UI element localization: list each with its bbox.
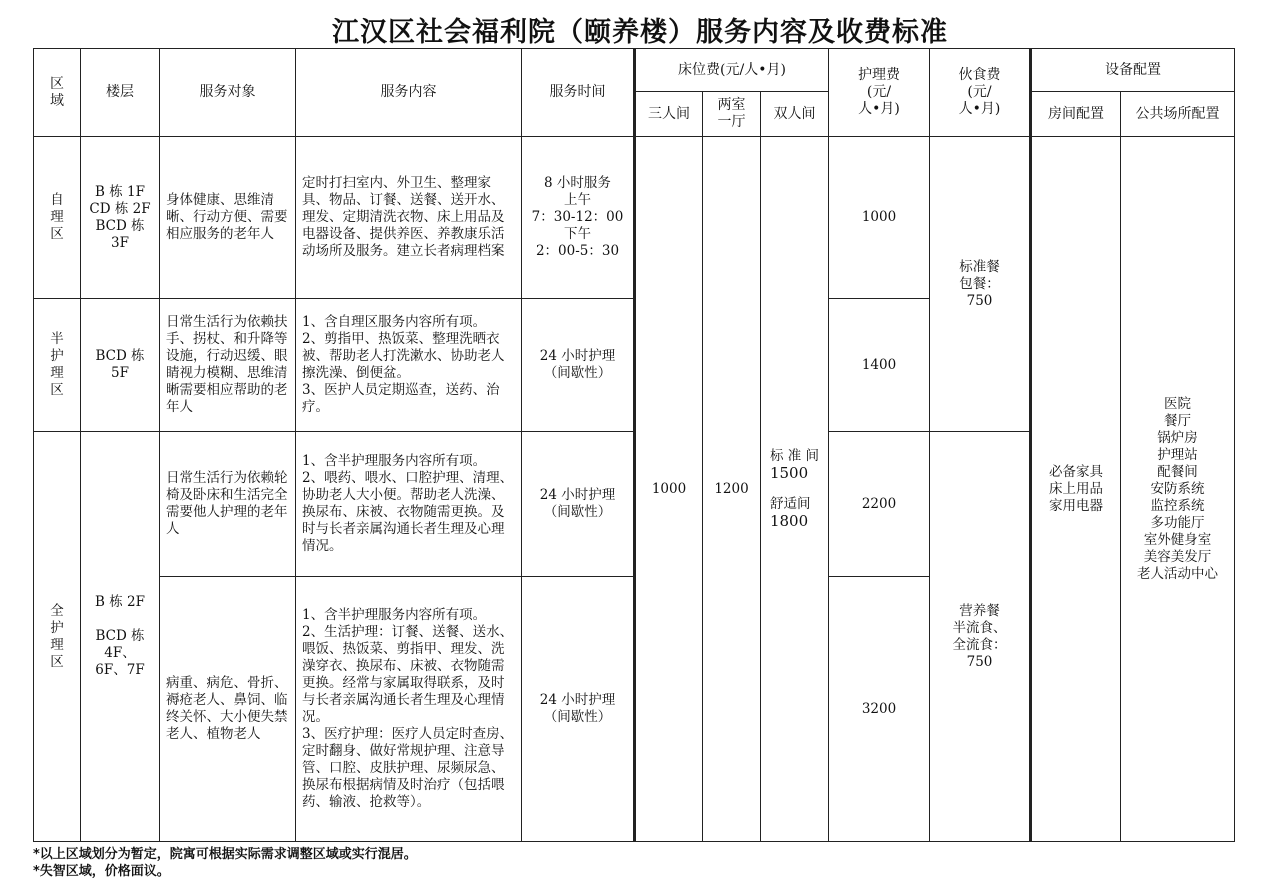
header-bed-two-room: 两室 一厅 <box>703 92 761 137</box>
bed-double-comfort-value: 1800 <box>769 511 809 530</box>
nursing-fee-full-care-b: 3200 <box>829 577 930 842</box>
header-meal-fee: 伙食费 (元/ 人•月) <box>930 49 1031 137</box>
floor-semi-care: BCD 栋 5F <box>81 299 160 432</box>
footnote-1: *以上区域划分为暂定，院寓可根据实际需求调整区域或实行混居。 <box>33 847 417 862</box>
target-full-care-a: 日常生活行为依赖轮椅及卧床和生活完全需要他人护理的老年人 <box>160 432 296 577</box>
header-area: 区 域 <box>34 49 81 137</box>
bed-double-std-label: 标 准 间 <box>769 447 820 464</box>
time-full-care-a: 24 小时护理 （间歇性） <box>522 432 635 577</box>
public-config-list: 医院 餐厅 锅炉房 护理站 配餐间 安防系统 监控系统 多功能厅 室外健身室 美容美发厅 老人活动中心 <box>1121 137 1235 842</box>
meal-fee-standard: 标准餐 包餐： 750 <box>930 137 1031 432</box>
header-floor: 楼层 <box>81 49 160 137</box>
page-title: 江汉区社会福利院（颐养楼）服务内容及收费标准 <box>332 17 948 48</box>
area-self-care: 自 理 区 <box>34 137 81 299</box>
header-public-config: 公共场所配置 <box>1121 92 1235 137</box>
nursing-fee-semi-care: 1400 <box>829 299 930 432</box>
header-bed-fee: 床位费(元/人•月) <box>635 49 829 92</box>
header-content: 服务内容 <box>296 49 522 137</box>
floor-self-care: B 栋 1F CD 栋 2F BCD 栋 3F <box>81 137 160 299</box>
bed-double-comfort-label: 舒适间 <box>769 495 811 512</box>
header-bed-double: 双人间 <box>761 92 829 137</box>
target-self-care: 身体健康、思维清晰、行动方便、需要相应服务的老年人 <box>160 137 296 299</box>
content-semi-care: 1、含自理区服务内容所有项。 2、剪指甲、热饭菜、整理洗晒衣被、帮助老人打洗漱水、协助老人擦洗澡、倒便盆。 3、医护人员定期巡查，送药、治疗。 <box>296 299 522 432</box>
meal-fee-special: 营养餐 半流食、 全流食： 750 <box>930 432 1031 842</box>
target-full-care-b: 病重、病危、骨折、褥疮老人、鼻饲、临终关怀、大小便失禁老人、植物老人 <box>160 577 296 842</box>
content-self-care: 定时打扫室内、外卫生、整理家具、物品、订餐、送餐、送开水、理发、定期清洗衣物、床上用品及电器设备、提供养医、养教康乐活动场所及服务。建立长者病理档案 <box>296 137 522 299</box>
footnotes <box>33 846 417 880</box>
header-bed-triple: 三人间 <box>635 92 703 137</box>
content-full-care-b: 1、含半护理服务内容所有项。 2、生活护理：订餐、送餐、送水、喂饭、热饭菜、剪指甲、理发、洗澡穿衣、换尿布、床被、衣物随需更换。经常与家属取得联系，及时与长者亲属沟通长者生理及心理情况。 3、医疗护理：医疗人员定时查房、定时翻身、做好常规护理、注意导管、口腔、皮肤护理、尿频尿急、换尿布根据病情及时治疗（包括喂药、输液、抢救等）。 <box>296 577 522 842</box>
header-nursing-fee: 护理费 (元/ 人•月) <box>829 49 930 137</box>
room-config-list: 必备家具 床上用品 家用电器 <box>1031 137 1121 842</box>
time-semi-care: 24 小时护理 （间歇性） <box>522 299 635 432</box>
bed-double-fee <box>761 137 829 842</box>
header-target: 服务对象 <box>160 49 296 137</box>
header-time: 服务时间 <box>522 49 635 137</box>
bed-triple-fee: 1000 <box>635 137 703 842</box>
target-semi-care: 日常生活行为依赖扶手、拐杖、和升降等设施，行动迟缓、眼睛视力模糊、思维清晰需要相应帮助的老年人 <box>160 299 296 432</box>
header-room-config: 房间配置 <box>1031 92 1121 137</box>
floor-full-care: B 栋 2F BCD 栋 4F、 6F、7F <box>81 432 160 842</box>
footnote-2: *失智区域，价格面议。 <box>33 864 170 879</box>
area-full-care: 全 护 理 区 <box>34 432 81 842</box>
nursing-fee-self-care: 1000 <box>829 137 930 299</box>
content-full-care-a: 1、含半护理服务内容所有项。 2、喂药、喂水、口腔护理、清理、协助老人大小便。帮助老人洗澡、换尿布、床被、衣物随需更换。及时与长者亲属沟通长者生理及心理情况。 <box>296 432 522 577</box>
time-self-care: 8 小时服务 上午 7：30-12：00 下午 2：00-5：30 <box>522 137 635 299</box>
nursing-fee-full-care-a: 2200 <box>829 432 930 577</box>
area-semi-care: 半 护 理 区 <box>34 299 81 432</box>
header-equipment: 设备配置 <box>1031 49 1235 92</box>
time-full-care-b: 24 小时护理 （间歇性） <box>522 577 635 842</box>
bed-two-room-fee: 1200 <box>703 137 761 842</box>
fee-table <box>33 48 1235 842</box>
bed-double-std-value: 1500 <box>769 463 809 482</box>
